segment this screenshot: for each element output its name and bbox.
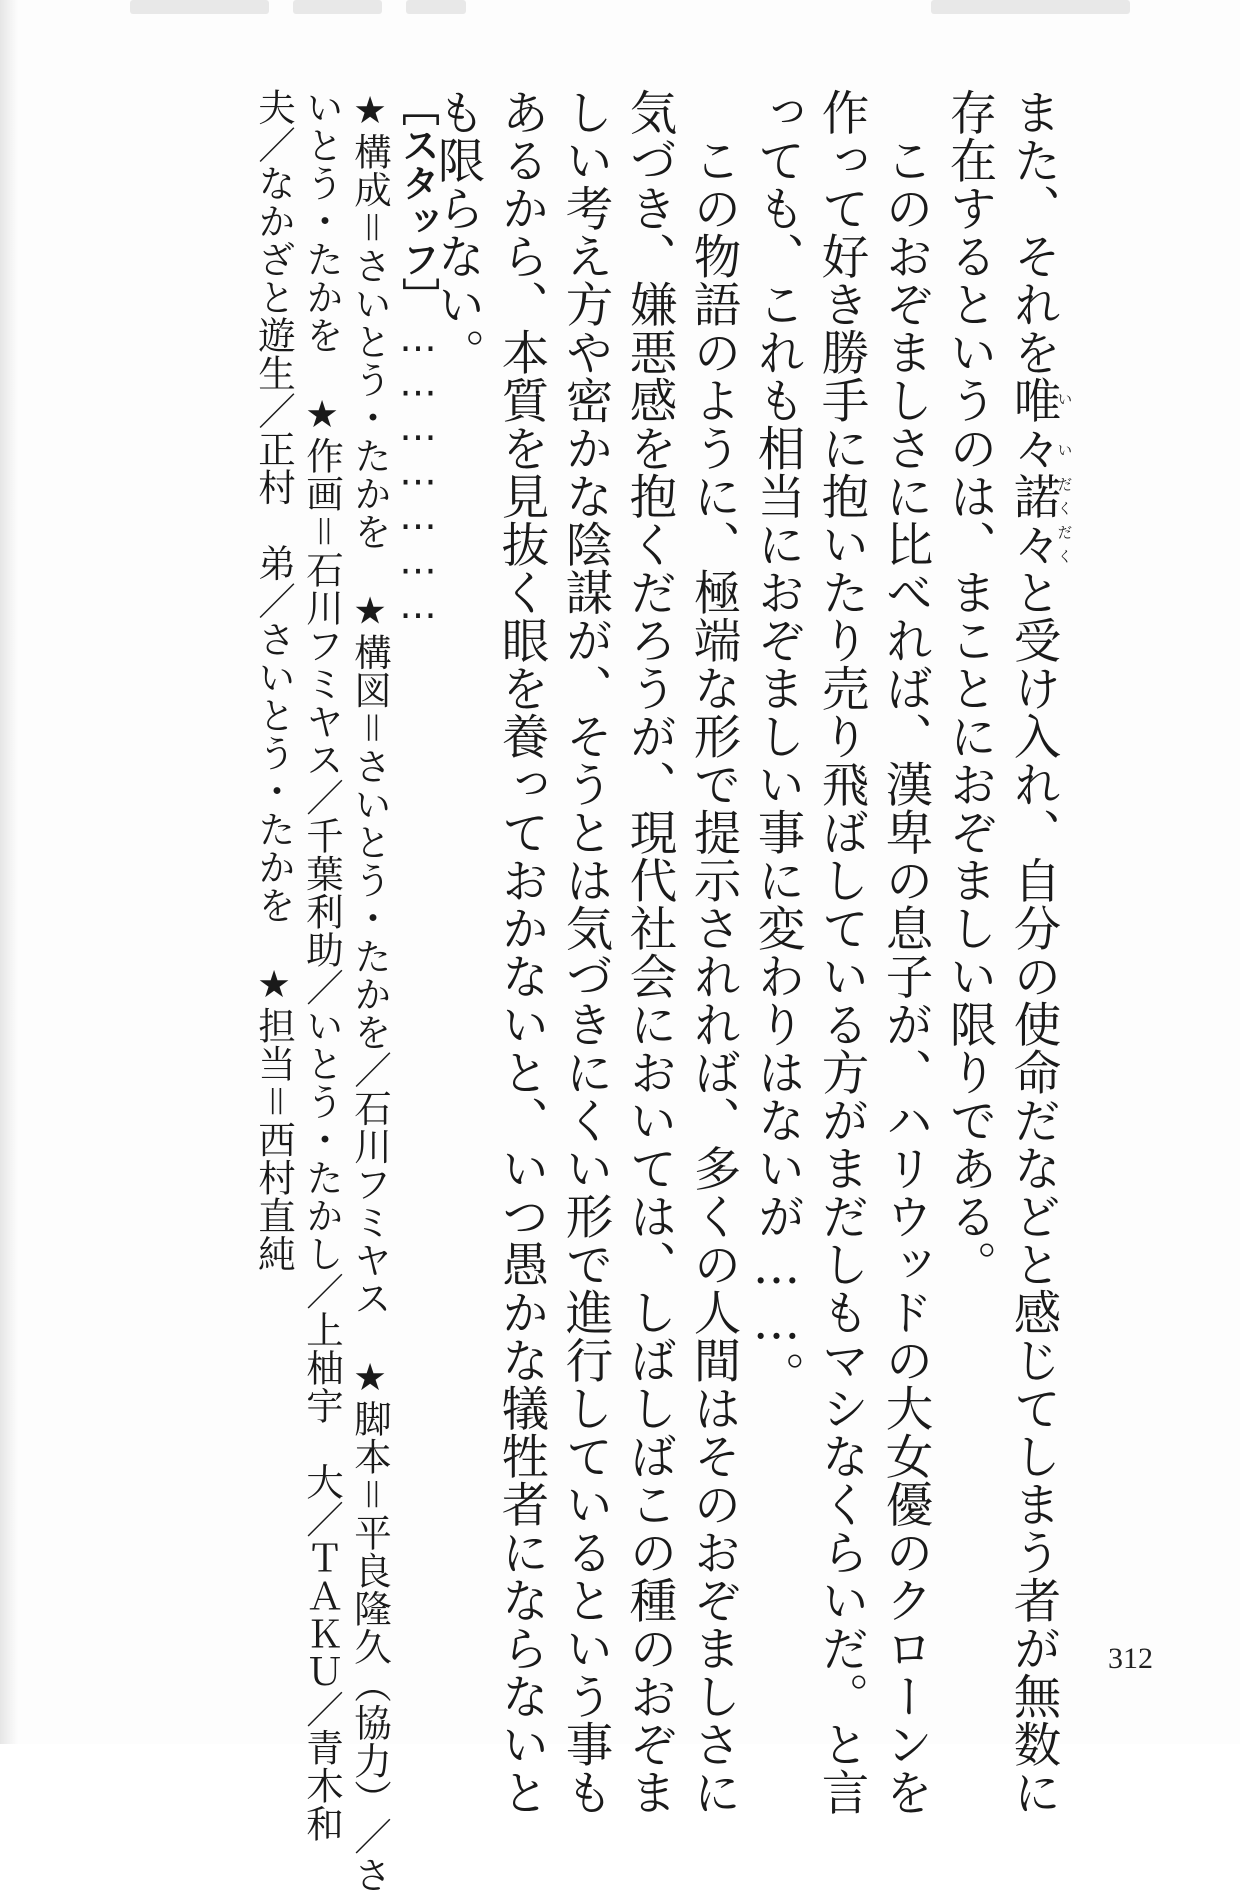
body-line-8: しい考え方や密かな陰謀が、そうとは気づきにくい形で進行しているという事も xyxy=(557,88,612,1816)
staff-credits-line-3: 夫／なかざと遊生／正村 弟／さいとう・たかを ★担当＝西村直純 xyxy=(252,88,296,1273)
body-line-3: このおぞましさに比べれば、漢卑の息子が、ハリウッドの大女優のクローンを xyxy=(877,136,932,1816)
body-line-9: あるから、本質を見抜く眼を養っておかないと、いつ愚かな犠牲者にならないと xyxy=(493,88,548,1816)
page-number: 312 xyxy=(1108,1642,1153,1675)
body-line-2: 存在するというのは、まことにおぞましい限りである。 xyxy=(941,88,996,1288)
page-gutter-shadow xyxy=(0,0,18,1744)
staff-credits-line-2: いとう・たかを ★作画＝石川フミヤス／千葉利助／いとう・たかし／上柚宇 大／ＴＡＫＵ／青木和 xyxy=(300,88,344,1843)
body-line-10: も限らない。 xyxy=(429,88,484,376)
staff-heading-line xyxy=(394,88,442,628)
body-line-6: この物語のように、極端な形で提示されれば、多くの人間はそのおぞましさに xyxy=(685,136,740,1816)
bleed-through-text xyxy=(130,0,1130,26)
staff-heading: ［スタッフ］ xyxy=(396,88,440,316)
body-line-1: また、それを唯々いい諾々だくだくと受け入れ、自分の使命だなどと感じてしまう者が無数に xyxy=(1005,88,1074,1816)
body-line-5: っても、これも相当におぞましい事に変わりはないが……。 xyxy=(749,88,804,1399)
staff-credits-line-1: ★構成＝さいとう・たかを ★構図＝さいとう・たかを／石川フミヤス ★脚本＝平良隆久（協力）／さ xyxy=(348,88,392,1894)
body-line-4: 作って好き勝手に抱いたり売り飛ばしている方がまだしもマシなくらいだ。と言 xyxy=(813,88,868,1816)
staff-leader-dots: ………………… xyxy=(396,316,440,628)
body-line-7: 気づき、嫌悪感を抱くだろうが、現代社会においては、しばしばこの種のおぞま xyxy=(621,88,676,1816)
